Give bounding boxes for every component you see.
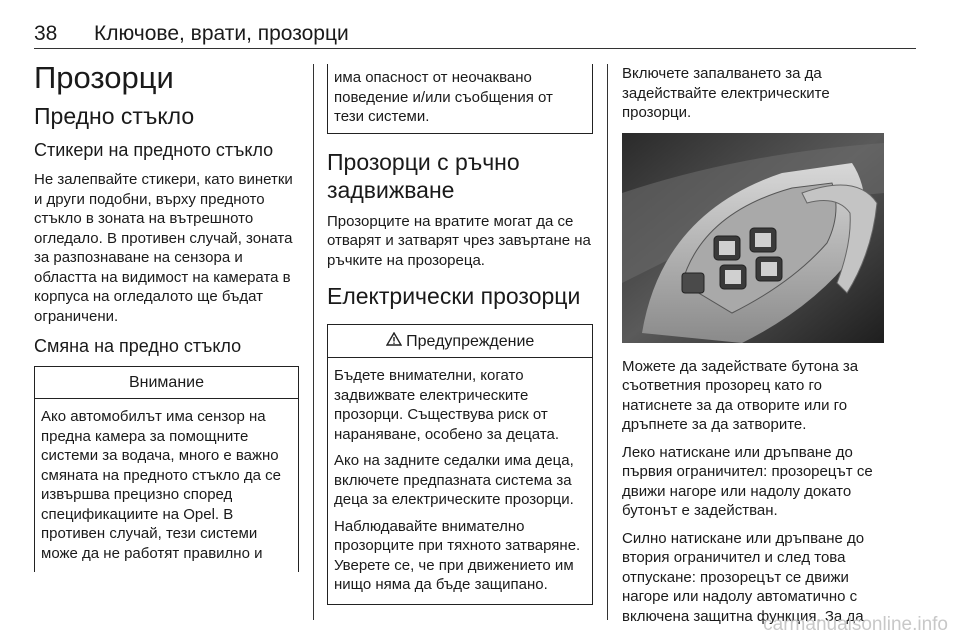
power-window-switch-photo [622, 133, 884, 343]
warning-triangle-icon [386, 332, 402, 351]
warning-text-2: Ако на задните седалки има деца, включете предпазната система за деца за електрическите прозорци. [334, 452, 574, 508]
paragraph-ignition: Включете запалването за да задействайте електрическите прозорци. [622, 65, 830, 121]
column-divider-2 [607, 64, 608, 620]
column-1 [34, 60, 299, 572]
paragraph-buttons: Можете да задействате бутона за съответния прозорец като го натиснете за да отворите или го дръпнете за да затворите. [622, 357, 859, 433]
column-divider-1 [313, 64, 314, 620]
running-title: Ключове, врати, прозорци [94, 22, 349, 45]
warning-header [328, 325, 592, 358]
notice-body [35, 399, 298, 572]
paragraph-manual-windows: Прозорците на вратите могат да се отварят и затварят чрез завъртане на ръчките на прозореца. [327, 212, 591, 269]
paragraph-stickers: Не залепвайте стикери, като винетки и други подобни, върху предното стъкло в зоната на вътрешното огледало. В противен случай, зоната за разпознаване на сензора и областта на видимост на камерата в корпуса на огледалото ще бъдат ограничени. [34, 171, 293, 325]
page-header [34, 22, 349, 46]
heading-stickers: Стикери на предното стъкло [34, 140, 274, 160]
heading-windows: Прозорци [34, 60, 174, 95]
warning-body [328, 358, 592, 604]
notice-box-continued [327, 64, 593, 134]
watermark: carmanualsonline.info [763, 614, 948, 635]
notice-continued-text: има опасност от неочаквано поведение и/или съобщения от тези системи. [334, 69, 553, 125]
warning-text-1: Бъдете внимателни, когато задвижвате електрическите прозорци. Съществува риск от нараняване, особено за децата. [334, 367, 560, 443]
paragraph-light-press: Леко натискане или дръпване до първия ограничител: прозорецът се движи нагоре или надолу докато бутонът е задействан. [622, 443, 873, 519]
column-3 [622, 64, 890, 634]
warning-box [327, 324, 593, 605]
paragraph-firm-press: Силно натискане или дръпване до втория ограничител и след това отпускане: прозорецът се движи нагоре или надолу автоматично с включена защитна функция. За да [622, 529, 865, 625]
notice-title: Внимание [35, 367, 298, 399]
heading-power-windows: Електрически прозорци [327, 283, 581, 309]
page-number: 38 [34, 22, 58, 45]
heading-manual-windows: Прозорци с ръчно задвижване [327, 148, 520, 203]
heading-windscreen: Предно стъкло [34, 103, 195, 129]
heading-replace-windscreen: Смяна на предно стъкло [34, 336, 242, 356]
notice-text: Ако автомобилът има сензор на предна камера за помощните системи за водача, много е важно смяната на предното стъкло да се извършва прецизно според спецификациите на Opel. В противен случай, тези системи може да не работят правилно и [41, 408, 281, 562]
column-2 [327, 64, 593, 605]
header-rule [34, 48, 916, 49]
notice-box [34, 366, 299, 572]
warning-text-3: Наблюдавайте внимателно прозорците при тяхното затваряне. Уверете се, че при движението им нищо няма да бъде защипано. [334, 517, 581, 593]
warning-title: Предупреждение [406, 333, 535, 350]
